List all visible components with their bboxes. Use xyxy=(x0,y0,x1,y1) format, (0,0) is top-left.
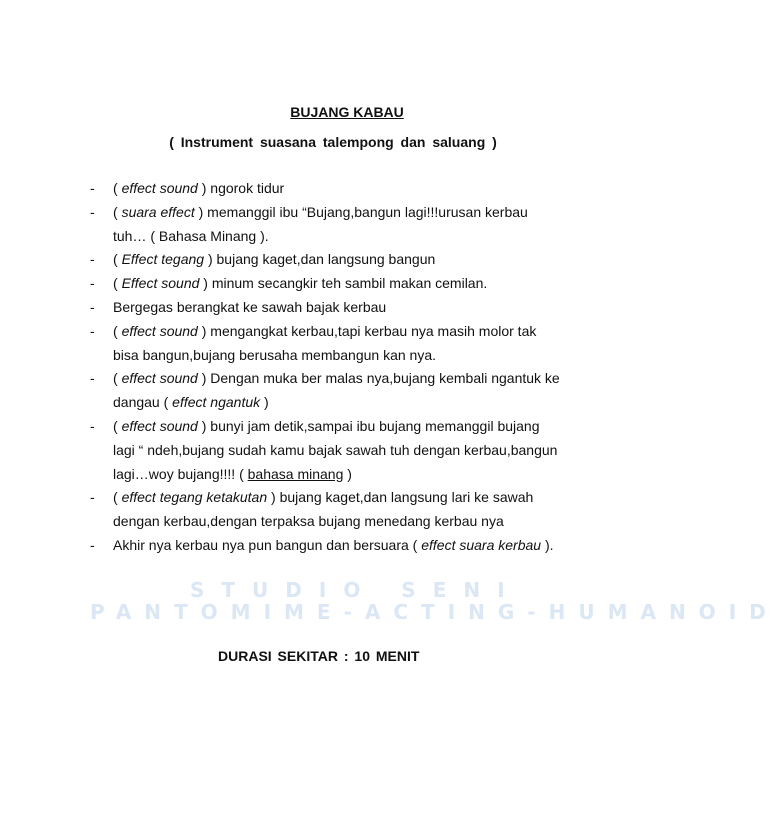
script-title: BUJANG KABAU xyxy=(290,104,404,120)
effect-cue: effect sound xyxy=(121,370,198,387)
list-item: - ( Effect tegang ) bujang kaget,dan langsung bangun xyxy=(90,248,565,272)
effect-cue: effect tegang ketakutan xyxy=(121,489,268,506)
list-item: - Bergegas berangkat ke sawah bajak kerbau xyxy=(90,296,565,320)
list-item: - ( effect sound ) bunyi jam detik,sampai ibu bujang memanggil bujang lagi “ ndeh,bujang sudah kamu bajak sawah tuh dengan kerbau,bangun lagi…woy bujang!!!! ( bahasa minang ) xyxy=(90,415,565,486)
effect-cue: effect ngantuk xyxy=(172,394,261,411)
watermark-line2: PANTOMIME-ACTING-HUMANOID xyxy=(90,600,779,624)
list-item: - ( effect sound ) ngorok tidur xyxy=(90,177,565,201)
effect-cue: Effect tegang xyxy=(121,251,205,268)
effect-cue: effect sound xyxy=(121,322,198,339)
effect-cue: effect suara kerbau xyxy=(421,536,542,553)
script-subtitle: ( Instrument suasana talempong dan saluang ) xyxy=(169,134,497,150)
list-item: - Akhir nya kerbau nya pun bangun dan bersuara ( effect suara kerbau ). xyxy=(90,534,565,558)
language-note: bahasa minang xyxy=(247,465,344,482)
scene-list xyxy=(90,177,565,558)
list-item: - ( effect sound ) Dengan muka ber malas nya,bujang kembali ngantuk ke dangau ( effect ngantuk ) xyxy=(90,367,565,415)
list-item: - ( suara effect ) memanggil ibu “Bujang,bangun lagi!!!urusan kerbau tuh… ( Bahasa Minang ). xyxy=(90,201,565,249)
list-item: - ( effect tegang ketakutan ) bujang kaget,dan langsung lari ke sawah dengan kerbau,dengan terpaksa bujang menedang kerbau nya xyxy=(90,486,565,534)
effect-cue: Effect sound xyxy=(121,275,200,292)
list-item: - ( Effect sound ) minum secangkir teh sambil makan cemilan. xyxy=(90,272,565,296)
list-item: - ( effect sound ) mengangkat kerbau,tapi kerbau nya masih molor tak bisa bangun,bujang berusaha membangun kan nya. xyxy=(90,320,565,368)
effect-cue: effect sound xyxy=(121,180,198,196)
watermark-line1: STUDIO SENI xyxy=(190,578,522,602)
effect-cue: effect sound xyxy=(121,417,198,434)
effect-cue: suara effect xyxy=(121,203,195,220)
duration-label: DURASI SEKITAR : 10 MENIT xyxy=(218,648,420,664)
